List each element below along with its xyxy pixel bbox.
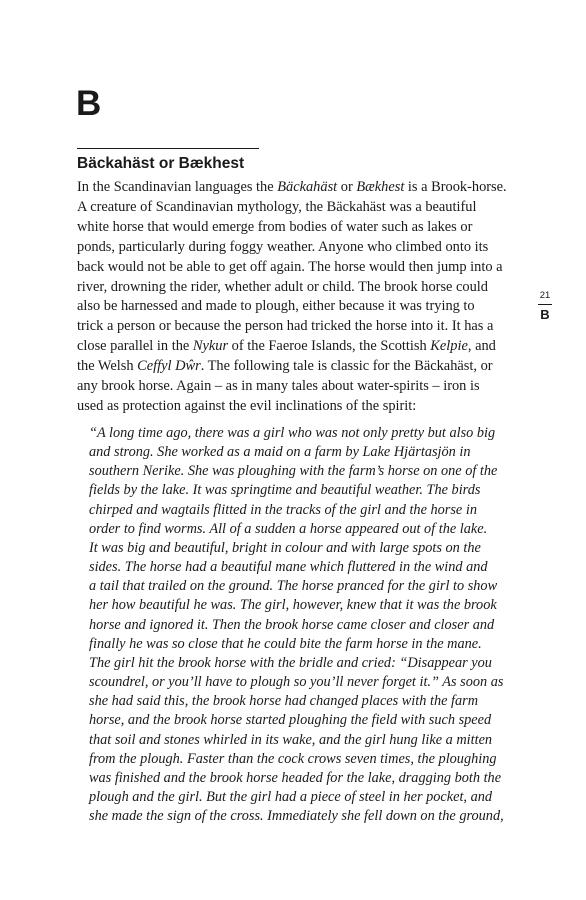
paragraph-line — [77, 377, 517, 397]
text-run: of the Faeroe Islands, the Scottish — [228, 338, 431, 355]
page-number: 21 — [539, 290, 551, 301]
quote-line: and strong. She worked as a maid on a farm by Lake Hjärtasjön in — [89, 444, 471, 461]
paragraph-line — [77, 278, 517, 298]
quote-line: she had said this, the brook horse had changed places with the farm — [89, 693, 479, 710]
quote-line: a tail that trailed on the ground. The horse pranced for the girl to show — [89, 578, 498, 595]
text-run: any brook horse. Again – as in many tales about water-spirits – iron is — [77, 378, 480, 395]
italic-term: Kelpie — [430, 338, 468, 355]
quote-line: was finished and the brook horse headed for the lake, dragging both the — [89, 769, 502, 786]
text-run: or — [337, 179, 357, 195]
italic-term: Bækhest — [356, 179, 405, 195]
quote-line: sides. The horse had a beautiful mane which fluttered in the wind and — [89, 559, 488, 576]
text-run: close parallel in the — [77, 338, 193, 355]
text-run: In the Scandinavian languages the — [77, 179, 278, 195]
quote-line: It was big and beautiful, bright in colour and with large spots on the — [89, 539, 481, 556]
paragraph-line — [77, 317, 517, 337]
paragraph-line — [77, 218, 517, 238]
text-run: is a Brook-horse. — [404, 179, 507, 195]
quote-line: that soil and stones whirled in its wake, and the girl hung like a mitten — [89, 731, 493, 748]
paragraph-line — [77, 178, 517, 198]
paragraph-line — [77, 357, 517, 377]
title-rule — [77, 148, 259, 149]
italic-term: Nykur — [192, 338, 229, 355]
text-run: back would not be able to get off again. The horse would then jump into a — [77, 258, 503, 275]
entry-title: Bäckahäst or Bækhest — [77, 155, 245, 172]
quote-line: scoundrel, or you’ll have to plough so you’ll never forget it.” As soon as — [89, 674, 504, 691]
paragraph-line — [77, 397, 517, 417]
text-run: the Welsh — [77, 358, 138, 375]
quote-line: southern Nerike. She was ploughing with the farm’s horse on one of the — [89, 463, 498, 480]
paragraph-line — [77, 238, 517, 258]
quote-line: horse, and the brook horse started ploughing the field with such speed — [89, 712, 492, 729]
quote-line: finally he was so close that he could bite the farm horse in the mane. — [89, 635, 482, 652]
page-tab-divider — [538, 304, 552, 305]
quote-line: “A long time ago, there was a girl who was not only pretty but also big — [89, 425, 496, 441]
section-letter-heading: B — [76, 84, 102, 123]
quote-line: her how beautiful he was. The girl, however, knew that it was the brook — [89, 597, 497, 614]
quote-line: she made the sign of the cross. Immediately she fell down on the ground, — [89, 808, 504, 825]
text-run: trick a person or because the person had tricked the horse into it. It has a — [77, 318, 494, 335]
page-tab-letter: B — [540, 307, 550, 322]
paragraph-line — [77, 198, 517, 218]
folk-tale-quote — [89, 424, 504, 826]
paragraph-line — [77, 258, 517, 278]
text-run: used as protection against the evil inclinations of the spirit: — [77, 397, 417, 414]
text-run: also be harnessed and made to plough, either because it was trying to — [77, 298, 475, 315]
text-run: A creature of Scandinavian mythology, the Bäckahäst was a beautiful — [77, 198, 477, 215]
quote-line: horse and ignored it. Then the brook horse came closer and closer and — [89, 616, 495, 633]
italic-term: Bäckahäst — [277, 179, 338, 195]
text-run: ponds, particularly during foggy weather. Anyone who climbed onto its — [77, 238, 489, 255]
paragraph-line — [77, 297, 517, 317]
text-run: , and — [467, 338, 496, 355]
quote-line: fields by the lake. It was springtime and beautiful weather. The birds — [89, 482, 481, 499]
text-run: . The following tale is classic for the Bäckahäst, or — [200, 358, 493, 375]
page-tab — [532, 290, 558, 322]
text-run: river, drowning the rider, whether adult or child. The brook horse could — [77, 278, 488, 295]
quote-line: plough and the girl. But the girl had a piece of steel in her pocket, and — [89, 788, 493, 805]
quote-line: from the plough. Faster than the cock crows seven times, the ploughing — [89, 750, 497, 767]
quote-line: chirped and wagtails flitted in the tracks of the girl and the horse in — [89, 501, 477, 518]
italic-term: Ceffyl Dŵr — [137, 358, 201, 375]
text-run: white horse that would emerge from bodies of water such as lakes or — [77, 218, 473, 235]
body-paragraph — [77, 178, 517, 417]
quote-line: order to find worms. All of a sudden a horse appeared out of the lake. — [89, 520, 488, 537]
quote-line: The girl hit the brook horse with the bridle and cried: “Disappear you — [89, 654, 492, 671]
paragraph-line — [77, 337, 517, 357]
